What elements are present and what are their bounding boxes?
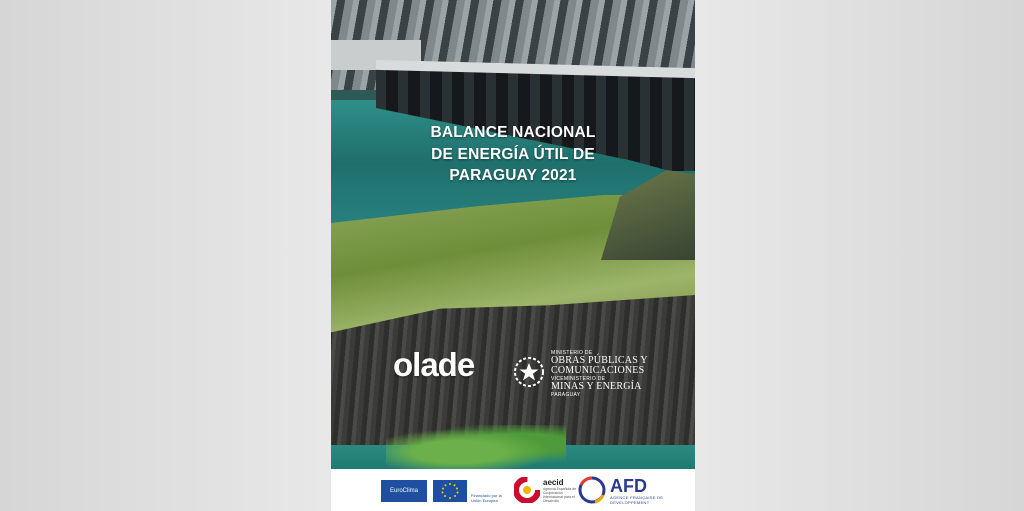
ministry-line-5: MINAS Y ENERGÍA xyxy=(551,381,642,392)
ministry-line-1: MINISTERIO DE xyxy=(551,350,593,356)
afd-subtitle: AGENCE FRANÇAISE DE DÉVELOPPEMENT xyxy=(610,495,664,505)
ministry-line-6: PARAGUAY xyxy=(551,392,581,398)
aecid-name: aecid xyxy=(543,478,564,487)
aecid-c-icon xyxy=(514,477,540,503)
aecid-logo xyxy=(543,478,577,503)
title-line-2: DE ENERGÍA ÚTIL DE xyxy=(431,145,595,163)
afd-logo xyxy=(610,477,680,505)
sponsor-logo-strip xyxy=(331,469,695,511)
report-cover xyxy=(331,0,695,511)
olade-logo: olade xyxy=(393,346,475,383)
ministry-logo xyxy=(513,350,693,400)
afd-ring-icon xyxy=(577,475,607,505)
ministry-line-2: OBRAS PÚBLICAS Y xyxy=(551,355,648,366)
cover-title xyxy=(331,122,695,187)
eu-flag-icon xyxy=(433,480,467,502)
aecid-subtitle: Agencia Española de Cooperación Internacional para el Desarrollo xyxy=(543,487,577,503)
ministry-text xyxy=(551,350,695,398)
title-line-3: PARAGUAY 2021 xyxy=(449,167,577,184)
title-line-1: BALANCE NACIONAL xyxy=(430,124,596,141)
ministry-line-4: VICEMINISTERIO DE xyxy=(551,376,606,382)
star-seal-icon xyxy=(513,356,545,388)
afd-name: AFD xyxy=(610,476,647,496)
fern-foliage xyxy=(386,425,566,470)
euroclima-logo: EuroClima xyxy=(381,480,427,502)
ministry-line-3: COMUNICACIONES xyxy=(551,365,645,376)
eu-funding-note: Financiado por la Unión Europea xyxy=(471,493,502,503)
